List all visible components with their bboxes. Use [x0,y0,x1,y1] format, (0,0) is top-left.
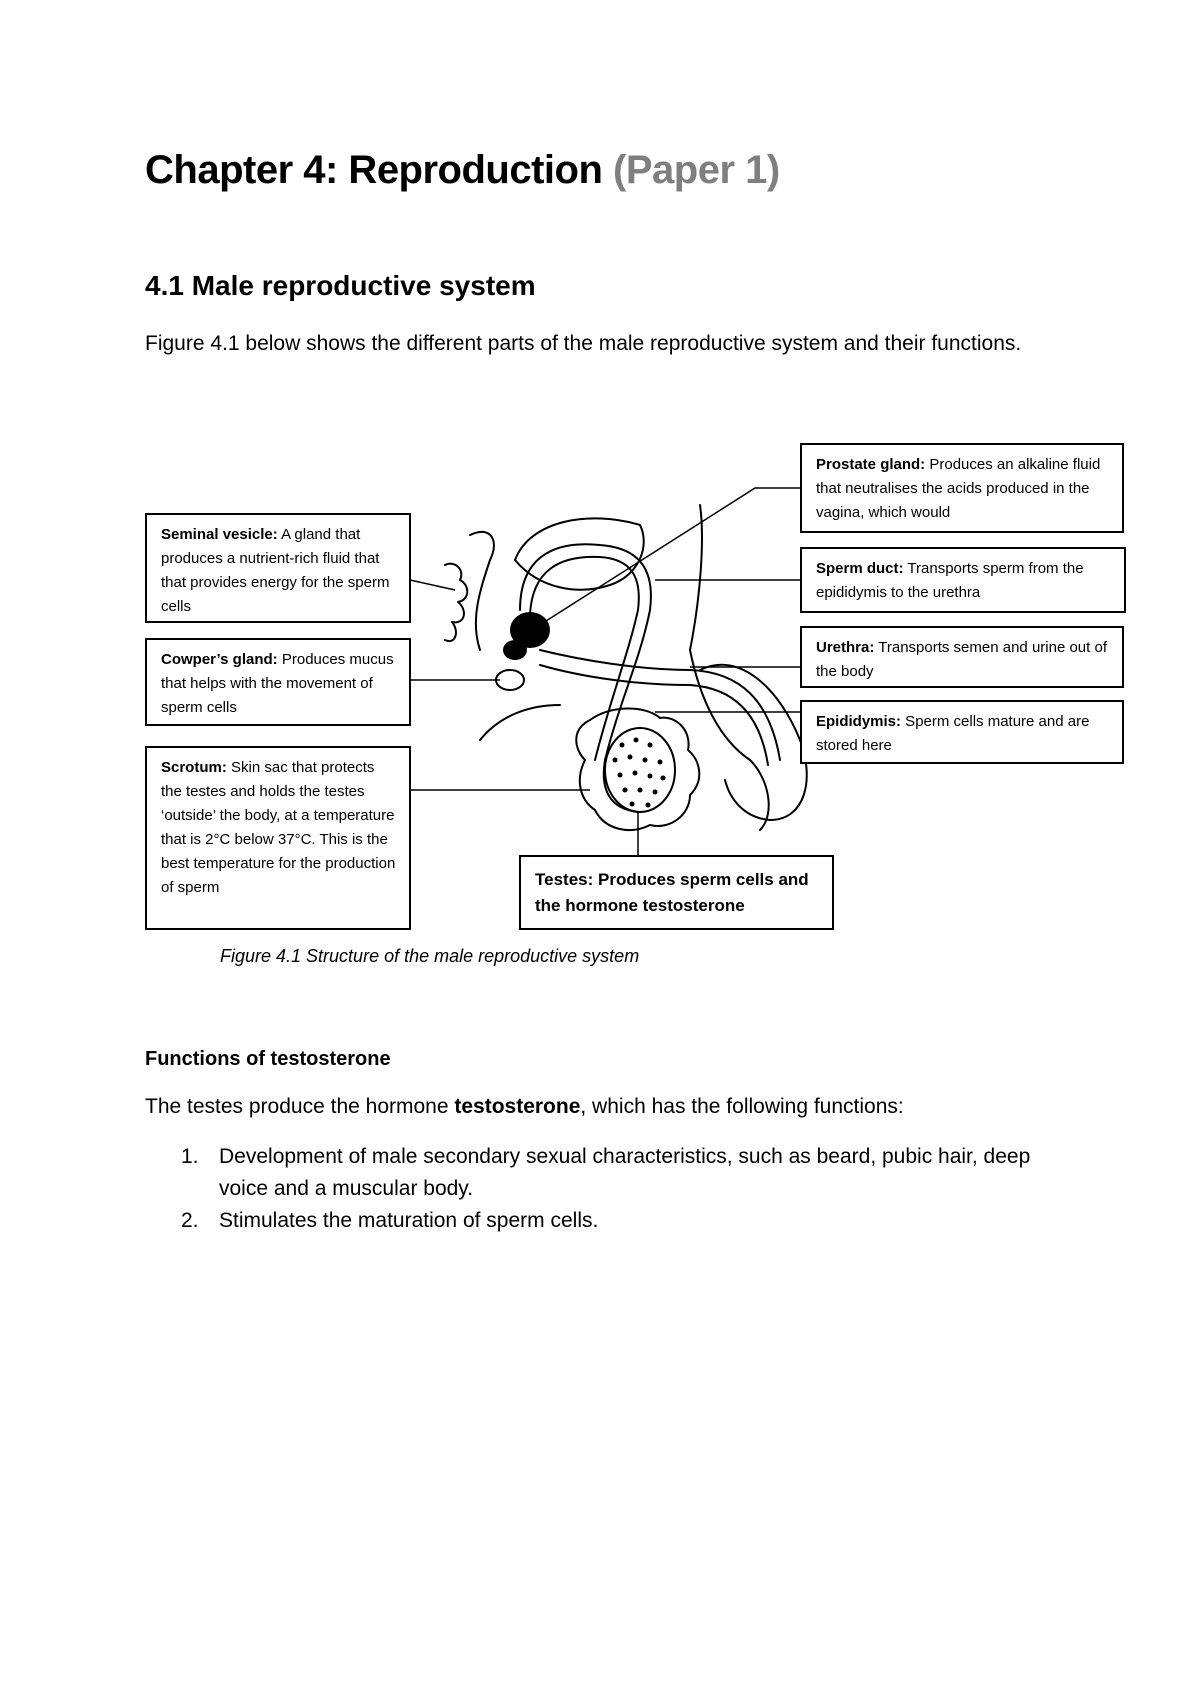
label-text: Produces mucus that helps with the movement of sperm cells [161,651,394,716]
label-text: Skin sac that protects the testes and holds the testes ‘outside’ the body, at a temperature that is 2°C below 37°C. This is the best temperature for the production of sperm [161,759,396,896]
prostate-gland-shape-lower [503,640,527,660]
functions-intro-before: The testes produce the hormone [145,1095,455,1118]
label-term: Seminal vesicle: [161,526,278,543]
label-prostate-gland [800,443,1124,533]
chapter-title-text: Chapter 4: Reproduction [145,148,603,192]
functions-intro-bold: testosterone [454,1095,581,1118]
label-term: Sperm duct: [816,560,904,577]
label-term: Scrotum: [161,759,227,776]
body-outline-back [470,532,494,650]
functions-intro [145,1095,904,1119]
label-cowpers-gland [145,638,411,726]
figure-caption: Figure 4.1 Structure of the male reproductive system [220,946,640,966]
list-item-number: 1. [181,1145,199,1168]
label-term: Prostate gland: [816,456,926,473]
leader-seminal-vesicle [410,580,455,590]
label-sperm-duct [800,547,1126,613]
list-item-number: 2. [181,1209,199,1232]
functions-heading: Functions of testosterone [145,1048,391,1070]
testis-dots [613,738,666,808]
label-term: Cowper’s gland: [161,651,278,668]
section-title: 4.1 Male reproductive system [145,270,536,301]
bladder-outline [515,518,644,589]
label-testes: Testes: Produces sperm cells and the hormone testosterone [519,855,834,930]
paper-tag: (Paper 1) [613,148,780,192]
label-text: Transports semen and urine out of the body [816,639,1107,680]
label-text: Transports sperm from the epididymis to the urethra [816,560,1084,601]
sperm-duct-line-inner [530,557,639,760]
functions-intro-after: , which has the following functions: [580,1095,904,1118]
label-term: Epididymis: [816,713,902,730]
list-item-text: Development of male secondary sexual characteristics, such as beard, pubic hair, deep voice and a muscular body. [219,1145,1031,1200]
label-scrotum [145,746,411,930]
testis-shape [605,728,675,812]
seminal-vesicle-outline [445,564,467,641]
label-seminal-vesicle [145,513,411,623]
label-text: Produces an alkaline fluid that neutralises the acids produced in the vagina, which would [816,456,1101,521]
body-outline-lower [480,705,560,740]
list-item-text: Stimulates the maturation of sperm cells. [219,1209,599,1232]
label-text: Sperm cells mature and are stored here [816,713,1090,754]
label-term: Urethra: [816,639,875,656]
label-urethra [800,626,1124,688]
cowpers-gland-shape [496,670,524,690]
sperm-duct-line [520,544,651,812]
intro-paragraph: Figure 4.1 below shows the different parts of the male reproductive system and their functions. [145,332,1022,355]
functions-list [145,1141,1045,1237]
list-item [145,1205,1045,1237]
label-epididymis [800,700,1124,764]
list-item [145,1141,1045,1205]
penis-outline [700,665,807,820]
label-text: A gland that produces a nutrient-rich fluid that that provides energy for the sperm cells [161,526,390,615]
